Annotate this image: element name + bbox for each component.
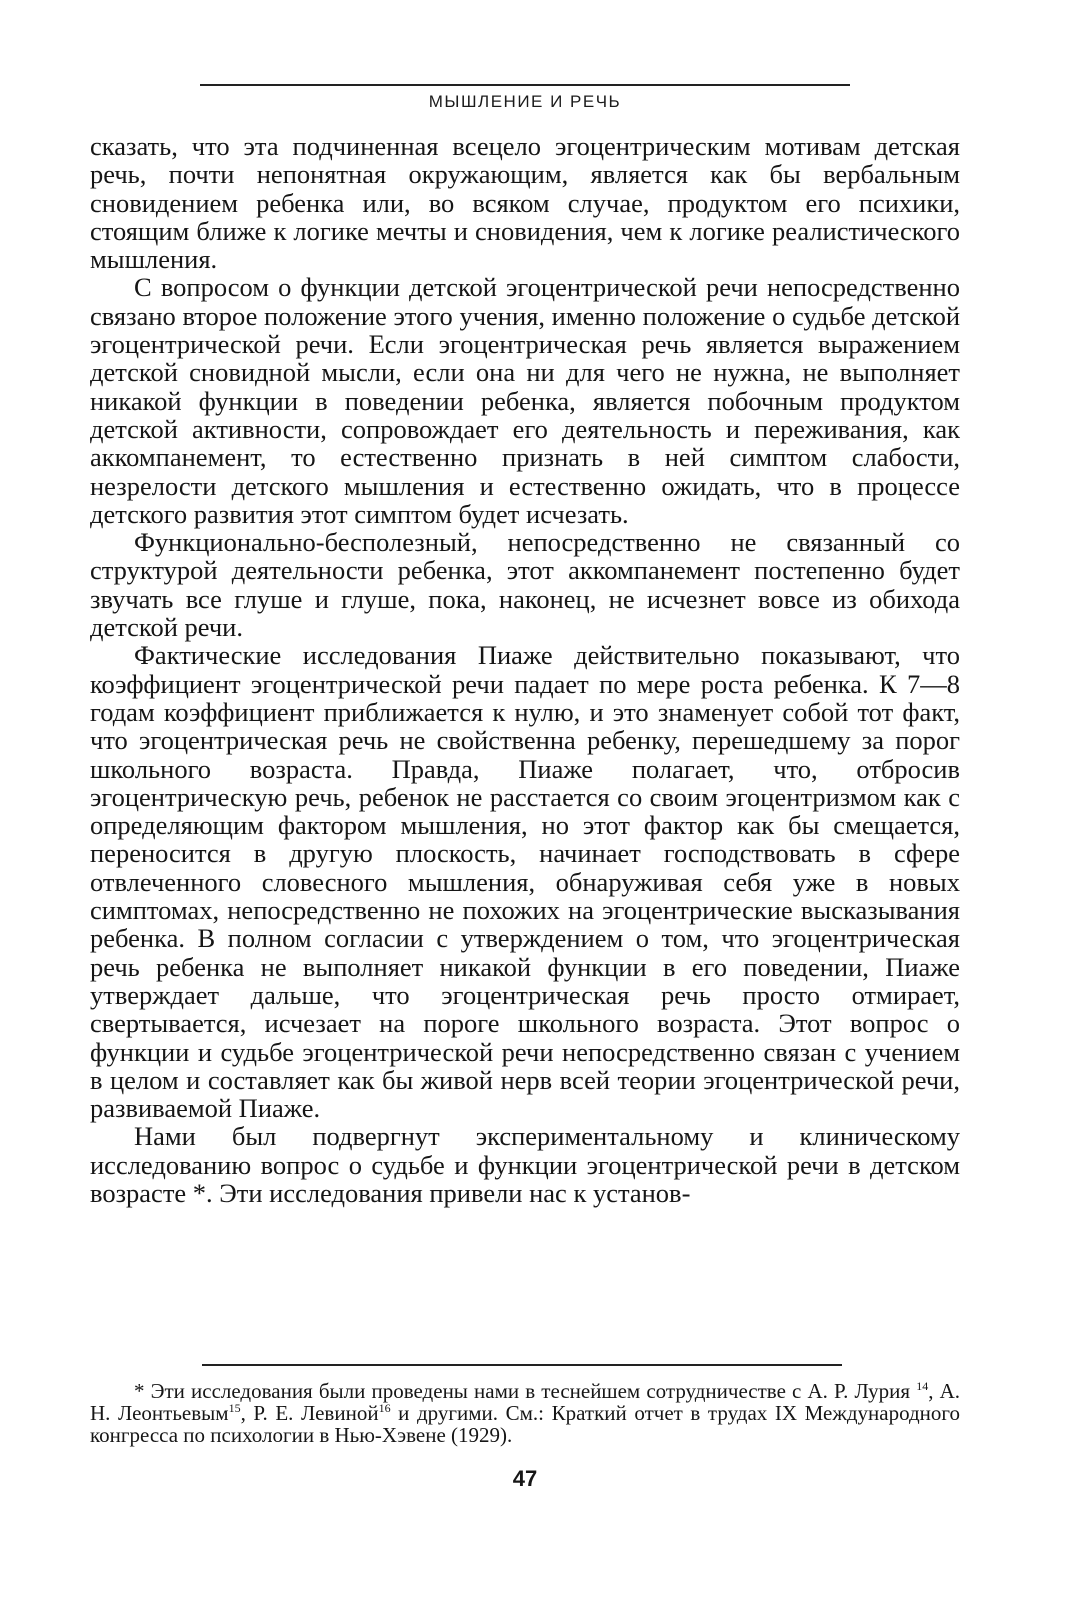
footnote-ref-16: 16: [378, 1401, 391, 1415]
paragraph-3: Функционально-бесполезный, непосредственно не связанный со структурой деятельности ребенка, этот аккомпанемент постепенно будет звучать все глуше и глуше, пока, наконец, не исчезнет вовсе из обихода детской речи.: [90, 527, 960, 643]
paragraph-1: сказать, что эта подчиненная всецело эгоцентрическим мотивам детская речь, почти непонятная окружающим, является как бы вербальным сновидением ребенка или, во всяком случае, продуктом его психики, стоящим ближе к логике мечты и сновидения, чем к логике реалистического мышления.: [90, 131, 960, 275]
paragraph-2: С вопросом о функции детской эгоцентрической речи непосредственно связано второе положение этого учения, именно положение о судьбе детской эгоцентрической речи. Если эгоцентрическая речь является выражением детской сновидной мысли, если она ни для чего не нужна, не выполняет никакой функции в поведении ребенка, является побочным продуктом детской активности, сопровождает его деятельность и переживания, как аккомпанемент, то естественно признать в ней симптом слабости, незрелости детского мышления и естественно ожидать, что в процессе детского развития этот симптом будет исчезать.: [90, 272, 960, 529]
paragraph-5: Нами был подвергнут экспериментальному и клиническому исследованию вопрос о судьбе и функции эгоцентрической речи в детском возрасте *. Эти исследования привели нас к установ-: [90, 1121, 960, 1208]
footnote: [90, 1380, 960, 1446]
running-head: МЫШЛЕНИЕ И РЕЧЬ: [428, 92, 622, 111]
footnote-rule: [202, 1364, 842, 1366]
footnote-ref-14: 14: [916, 1379, 929, 1393]
footnote-text-3: , Р. Е. Левиной: [240, 1401, 379, 1425]
paragraph-4: Фактические исследования Пиаже действительно показывают, что коэффициент эгоцентрической речи падает по мере роста ребенка. К 7—8 годам коэффициент приближается к нулю, и это знаменует собой тот факт, что эгоцентрическая речь не свойственна ребенку, перешедшему за порог школьного возраста. Правда, Пиаже полагает, что, отбросив эгоцентрическую речь, ребенок не расстается со своим эгоцентризмом как с определяющим фактором мышления, но этот фактор как бы смещается, переносится в другую плоскость, начинает господствовать в сфере отвлеченного словесного мышления, обнаруживая себя уже в новых симптомах, непосредственно не похожих на эгоцентрические высказывания ребенка. В полном согласии с утверждением о том, что эгоцентрическая речь ребенка не выполняет никакой функции в его поведении, Пиаже утверждает дальше, что эгоцентрическая речь просто отмирает, свертывается, исчезает на пороге школьного возраста. Этот вопрос о функции и судьбе эгоцентрической речи непосредственно связан с учением в целом и составляет как бы живой нерв всей теории эгоцентрической речи, развиваемой Пиаже.: [90, 640, 960, 1124]
footnote-ref-15: 15: [228, 1401, 241, 1415]
book-page: [90, 0, 960, 1600]
main-text: [90, 132, 960, 1207]
footnote-text-1: * Эти исследования были проведены нами в теснейшем сотрудничестве с А. Р. Лурия: [134, 1379, 917, 1403]
footnote-text-4: и другими. См.: Краткий отчет в трудах IX Международного конгресса по психологии в Нью-Хэвене (1929).: [90, 1401, 961, 1447]
footnote-text-2: , А. Н. Леонтьевым: [90, 1379, 960, 1425]
header-rule: [200, 84, 850, 86]
page-number: 47: [512, 1466, 538, 1491]
